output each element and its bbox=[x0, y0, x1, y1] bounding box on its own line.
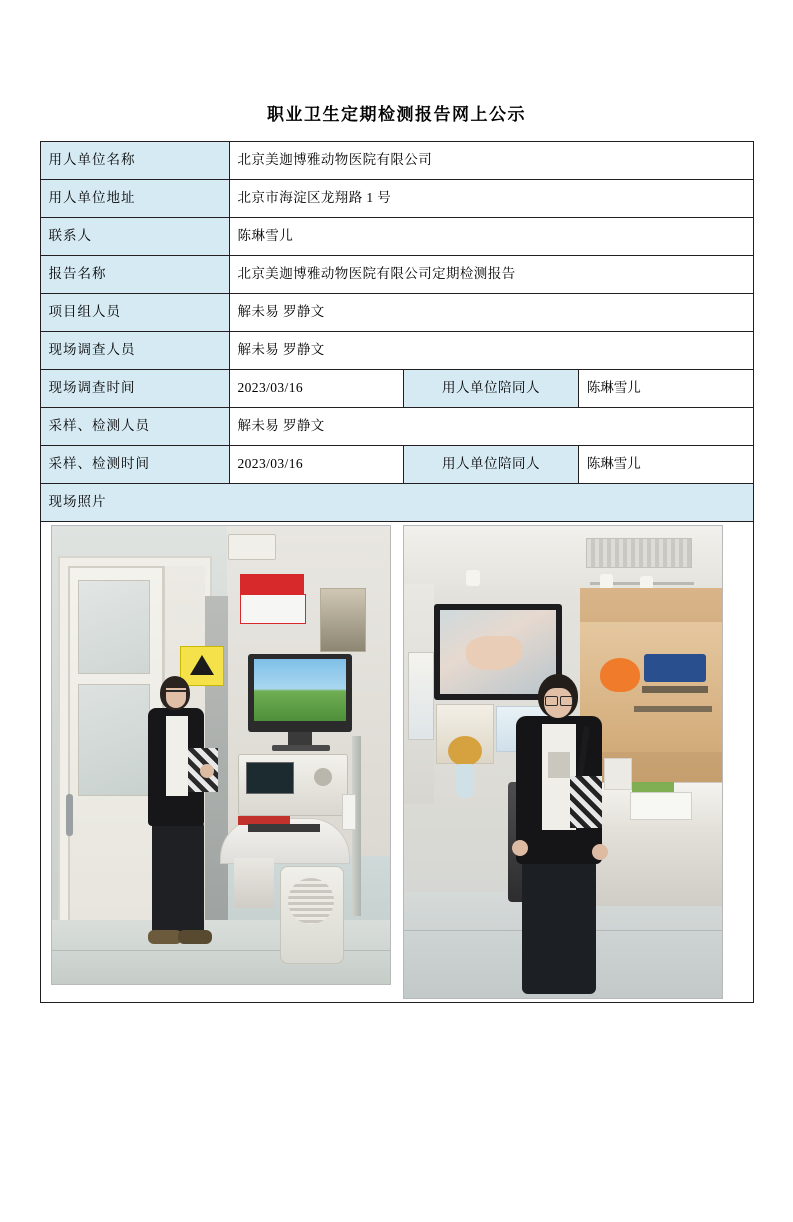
row-value-company-address: 北京市海淀区龙翔路 1 号 bbox=[229, 180, 753, 218]
brand-subtitle-1 bbox=[642, 686, 708, 693]
ceiling-vent bbox=[586, 538, 692, 568]
document-page bbox=[0, 100, 793, 1222]
ceiling-light-1 bbox=[466, 570, 480, 586]
person-shoe-left bbox=[148, 930, 182, 944]
wall-poster bbox=[320, 588, 366, 652]
row-value-company-name: 北京美迦博雅动物医院有限公司 bbox=[229, 142, 753, 180]
table-row-photos bbox=[40, 522, 753, 1003]
site-photo-reception-staff bbox=[403, 525, 723, 999]
counter-green-item bbox=[632, 782, 674, 792]
monitor-stand bbox=[288, 732, 312, 746]
report-table bbox=[40, 141, 754, 1003]
row-value-survey-companion: 陈琳雪儿 bbox=[578, 370, 753, 408]
photo-row bbox=[49, 525, 745, 999]
counter-cups bbox=[604, 758, 632, 790]
person-shirt-print bbox=[548, 752, 570, 778]
glasses-icon-left bbox=[545, 696, 558, 706]
table-row bbox=[40, 180, 753, 218]
door-glass-upper bbox=[78, 580, 150, 674]
row-label-sampling-staff: 采样、检测人员 bbox=[40, 408, 229, 446]
table-row bbox=[40, 256, 753, 294]
vase bbox=[456, 764, 474, 798]
tv-image-content bbox=[466, 636, 522, 670]
table-row bbox=[40, 218, 753, 256]
bottle bbox=[342, 794, 356, 830]
row-value-contact-person: 陈琳雪儿 bbox=[229, 218, 753, 256]
row-value-sampling-staff: 解未易 罗静文 bbox=[229, 408, 753, 446]
table-row bbox=[40, 484, 753, 522]
flower-arrangement bbox=[448, 736, 482, 766]
ceiling-detector bbox=[228, 534, 276, 560]
device-knob bbox=[314, 768, 332, 786]
device-screen bbox=[246, 762, 294, 794]
row-value-survey-staff: 解未易 罗静文 bbox=[229, 332, 753, 370]
person-legs bbox=[522, 858, 596, 994]
radiation-warning-sign bbox=[180, 646, 224, 686]
table-row bbox=[40, 332, 753, 370]
row-value-report-name: 北京美迦博雅动物医院有限公司定期检测报告 bbox=[229, 256, 753, 294]
row-value-sampling-time: 2023/03/16 bbox=[229, 446, 404, 484]
person-legs bbox=[152, 822, 204, 934]
glasses-icon bbox=[166, 690, 186, 697]
door-glass-lower bbox=[78, 684, 150, 796]
site-photo-corridor-monitor bbox=[51, 525, 391, 985]
notice-board bbox=[408, 652, 434, 740]
table-row bbox=[40, 294, 753, 332]
person-hand bbox=[200, 764, 214, 778]
row-label-survey-staff: 现场调查人员 bbox=[40, 332, 229, 370]
row-label-report-name: 报告名称 bbox=[40, 256, 229, 294]
row-label-sampling-time: 采样、检测时间 bbox=[40, 446, 229, 484]
row-value-sampling-companion: 陈琳雪儿 bbox=[578, 446, 753, 484]
row-label-survey-companion: 用人单位陪同人 bbox=[404, 370, 579, 408]
ceiling-light-2 bbox=[600, 574, 613, 589]
wall-sign-white bbox=[240, 594, 306, 624]
table-row bbox=[40, 446, 753, 484]
person-hand-left bbox=[512, 840, 528, 856]
row-value-project-team: 解未易 罗静文 bbox=[229, 294, 753, 332]
person-hand-right bbox=[592, 844, 608, 860]
person-checkered-bag bbox=[570, 776, 602, 828]
counter-papers bbox=[630, 792, 692, 820]
row-label-project-team: 项目组人员 bbox=[40, 294, 229, 332]
row-label-contact-person: 联系人 bbox=[40, 218, 229, 256]
counter-dark-item bbox=[248, 824, 320, 832]
door-handle bbox=[66, 794, 73, 836]
table-row bbox=[40, 408, 753, 446]
table-row bbox=[40, 370, 753, 408]
site-photos-cell bbox=[40, 522, 753, 1003]
brand-logo-text bbox=[644, 654, 706, 682]
brand-subtitle-2 bbox=[634, 706, 712, 712]
cooler-grill bbox=[288, 878, 334, 924]
glasses-icon-right bbox=[560, 696, 573, 706]
cat-logo-icon bbox=[600, 658, 640, 692]
row-label-company-name: 用人单位名称 bbox=[40, 142, 229, 180]
person-shoe-right bbox=[178, 930, 212, 944]
row-label-survey-time: 现场调查时间 bbox=[40, 370, 229, 408]
monitor-screen bbox=[254, 659, 346, 721]
table-row bbox=[40, 142, 753, 180]
monitor-base bbox=[272, 745, 330, 751]
person-shirt bbox=[166, 716, 188, 796]
row-label-site-photos: 现场照片 bbox=[40, 484, 753, 522]
page-title: 职业卫生定期检测报告网上公示 bbox=[267, 105, 526, 124]
wall-sign-red bbox=[240, 574, 304, 594]
row-value-survey-time: 2023/03/16 bbox=[229, 370, 404, 408]
towel bbox=[234, 858, 274, 908]
row-label-company-address: 用人单位地址 bbox=[40, 180, 229, 218]
row-label-sampling-companion: 用人单位陪同人 bbox=[404, 446, 579, 484]
